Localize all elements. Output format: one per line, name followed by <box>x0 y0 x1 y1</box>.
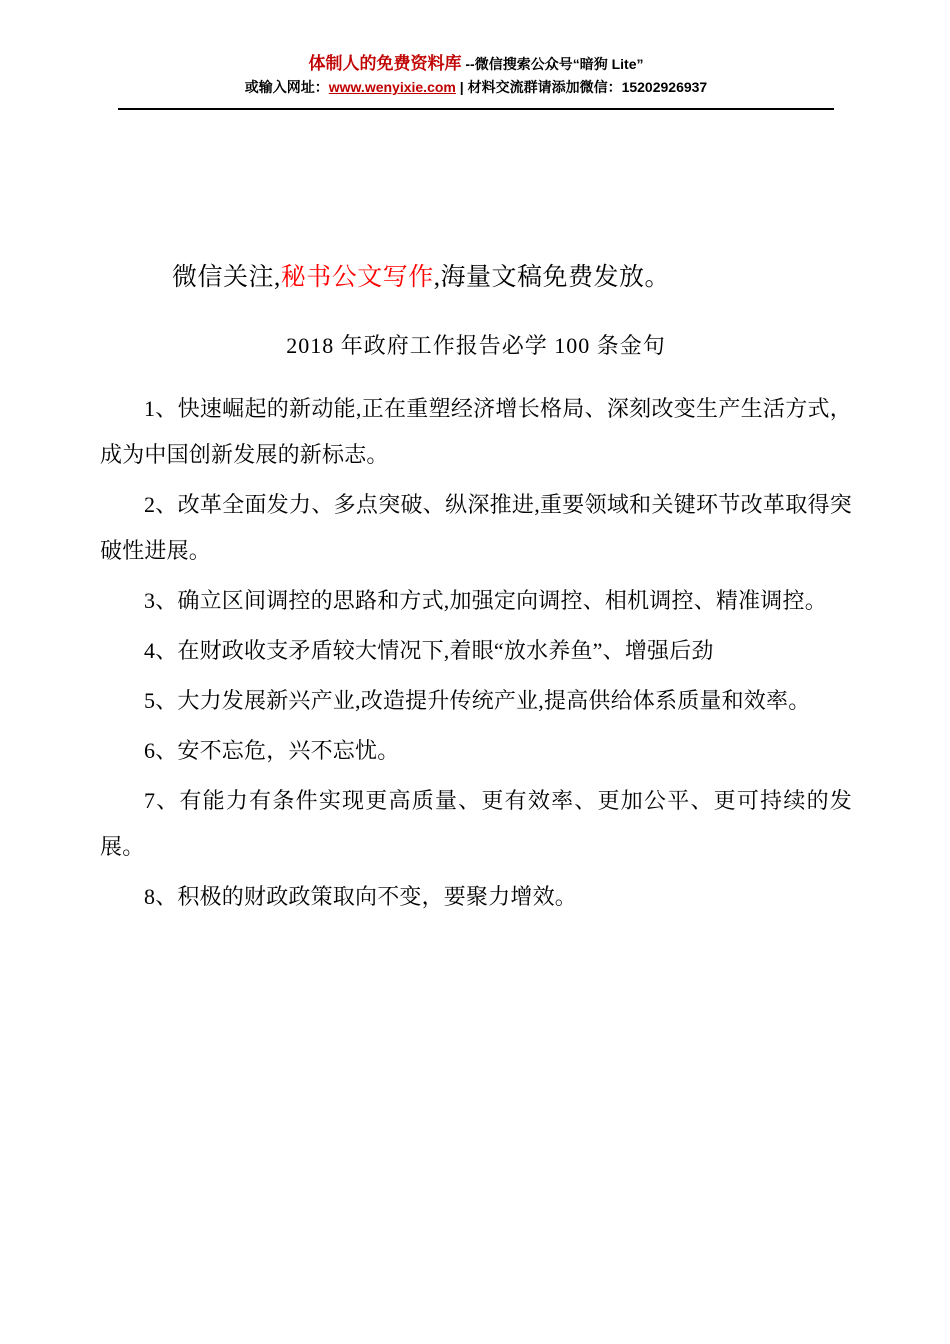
paragraph: 4、在财政收支矛盾较大情况下,着眼“放水养鱼”、增强后劲 <box>144 638 714 663</box>
promo-wechat-note: --微信搜索公众号“暗狗 Lite” <box>461 56 644 72</box>
paragraph: 1、快速崛起的新动能,正在重塑经济增长格局、深刻改变生产生活方式，成为中国创新发展的新标志。 <box>100 396 852 467</box>
headline-suffix: ,海量文稿免费发放。 <box>433 264 671 291</box>
paragraph: 6、安不忘危，兴不忘忧。 <box>144 738 400 763</box>
promo-url-label: 或输入网址： <box>244 79 329 95</box>
promo-banner-line-2 <box>118 76 834 98</box>
promo-banner-line-1 <box>118 52 834 76</box>
promo-contact-note: | 材料交流群请添加微信：15202926937 <box>455 79 708 95</box>
promo-brand-name: 体制人的免费资料库 <box>308 54 462 73</box>
paragraph: 2、改革全面发力、多点突破、纵深推进,重要领域和关键环节改革取得突破性进展。 <box>100 492 852 563</box>
banner-divider <box>118 108 834 110</box>
paragraph: 8、积极的财政政策取向不变，要聚力增效。 <box>144 884 578 909</box>
headline <box>172 258 852 298</box>
promo-banner <box>118 52 834 98</box>
paragraph: 3、确立区间调控的思路和方式,加强定向调控、相机调控、精准调控。 <box>144 588 827 613</box>
document-content <box>100 258 852 924</box>
headline-highlight: 秘书公文写作 <box>280 264 434 291</box>
paragraph: 7、有能力有条件实现更高质量、更有效率、更加公平、更可持续的发展。 <box>100 788 852 859</box>
promo-website-link[interactable]: www.wenyixie.com <box>328 79 456 95</box>
paragraph: 5、大力发展新兴产业,改造提升传统产业,提高供给体系质量和效率。 <box>144 688 811 713</box>
page-title: 2018 年政府工作报告必学 100 条金句 <box>286 333 666 358</box>
headline-prefix: 微信关注, <box>172 264 281 291</box>
